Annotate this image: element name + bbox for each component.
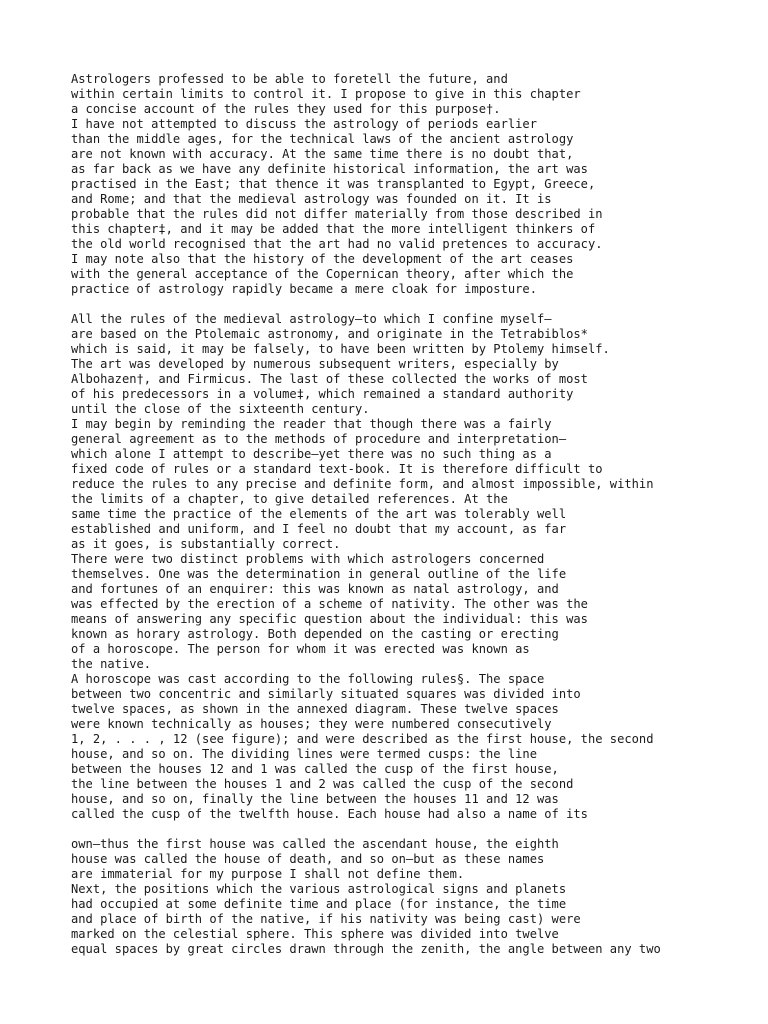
text-line: same time the practice of the elements of the art was tolerably well [71, 507, 567, 521]
text-line: the native. [71, 657, 152, 671]
text-line: had occupied at some definite time and place (for instance, the time [71, 897, 567, 911]
text-line: twelve spaces, as shown in the annexed diagram. These twelve spaces [71, 702, 559, 716]
text-line: within certain limits to control it. I propose to give in this chapter [71, 87, 581, 101]
text-line: and Rome; and that the medieval astrology was founded on it. It is [71, 192, 552, 206]
text-line: are immaterial for my purpose I shall not define them. [71, 867, 465, 881]
text-line: a concise account of the rules they used for this purpose†. [71, 102, 501, 116]
text-line: the line between the houses 1 and 2 was called the cusp of the second [71, 777, 574, 791]
text-line: with the general acceptance of the Copernican theory, after which the [71, 267, 574, 281]
text-line: of a horoscope. The person for whom it was erected was known as [71, 642, 530, 656]
text-line: and place of birth of the native, if his nativity was being cast) were [71, 912, 581, 926]
text-line: practice of astrology rapidly became a mere cloak for imposture. [71, 282, 537, 296]
text-line: I may begin by reminding the reader that though there was a fairly [71, 417, 552, 431]
text-line: house was called the house of death, and so on—but as these names [71, 852, 545, 866]
text-line: practised in the East; that thence it was transplanted to Egypt, Greece, [71, 177, 596, 191]
text-line: marked on the celestial sphere. This sphere was divided into twelve [71, 927, 559, 941]
text-line: probable that the rules did not differ materially from those described in [71, 207, 603, 221]
text-line: this chapter‡, and it may be added that the more intelligent thinkers of [71, 222, 596, 236]
text-line: as far back as we have any definite historical information, the art was [71, 162, 588, 176]
text-line: Next, the positions which the various astrological signs and planets [71, 882, 567, 896]
text-line: as it goes, is substantially correct. [71, 537, 341, 551]
text-line: The art was developed by numerous subsequent writers, especially by [71, 357, 559, 371]
text-line: I may note also that the history of the development of the art ceases [71, 252, 574, 266]
text-line: which alone I attempt to describe—yet there was no such thing as a [71, 447, 552, 461]
text-line: themselves. One was the determination in general outline of the life [71, 567, 567, 581]
paragraph [71, 837, 761, 957]
text-line: means of answering any specific question about the individual: this was [71, 612, 588, 626]
text-line: established and uniform, and I feel no doubt that my account, as far [71, 522, 567, 536]
text-line: A horoscope was cast according to the following rules§. The space [71, 672, 545, 686]
text-line: called the cusp of the twelfth house. Each house had also a name of its [71, 807, 588, 821]
text-line: until the close of the sixteenth century. [71, 402, 370, 416]
text-line: were known technically as houses; they were numbered consecutively [71, 717, 552, 731]
text-line: are not known with accuracy. At the same time there is no doubt that, [71, 147, 574, 161]
text-line: Astrologers professed to be able to foretell the future, and [71, 72, 508, 86]
text-line: reduce the rules to any precise and definite form, and almost impossible, within [71, 477, 654, 491]
text-line: general agreement as to the methods of procedure and interpretation— [71, 432, 567, 446]
text-line: Albohazen†, and Firmicus. The last of these collected the works of most [71, 372, 588, 386]
text-line: equal spaces by great circles drawn through the zenith, the angle between any two [71, 942, 661, 956]
text-line: and fortunes of an enquirer: this was known as natal astrology, and [71, 582, 559, 596]
text-line: known as horary astrology. Both depended on the casting or erecting [71, 627, 559, 641]
text-line: which is said, it may be falsely, to have been written by Ptolemy himself. [71, 342, 610, 356]
paragraph [71, 312, 761, 822]
text-line: between the houses 12 and 1 was called the cusp of the first house, [71, 762, 559, 776]
document-page [71, 72, 761, 957]
text-line: There were two distinct problems with which astrologers concerned [71, 552, 545, 566]
text-line: house, and so on, finally the line between the houses 11 and 12 was [71, 792, 559, 806]
text-line: All the rules of the medieval astrology—to which I confine myself— [71, 312, 552, 326]
paragraph [71, 72, 761, 297]
text-line: than the middle ages, for the technical laws of the ancient astrology [71, 132, 574, 146]
text-line: the old world recognised that the art had no valid pretences to accuracy. [71, 237, 603, 251]
text-line: I have not attempted to discuss the astrology of periods earlier [71, 117, 537, 131]
text-line: of his predecessors in a volume‡, which remained a standard authority [71, 387, 574, 401]
text-line: the limits of a chapter, to give detailed references. At the [71, 492, 508, 506]
text-line: between two concentric and similarly situated squares was divided into [71, 687, 581, 701]
text-line: own—thus the first house was called the ascendant house, the eighth [71, 837, 559, 851]
text-line: fixed code of rules or a standard text-book. It is therefore difficult to [71, 462, 603, 476]
text-line: was effected by the erection of a scheme of nativity. The other was the [71, 597, 588, 611]
text-line: are based on the Ptolemaic astronomy, and originate in the Tetrabiblos* [71, 327, 588, 341]
text-line: house, and so on. The dividing lines were termed cusps: the line [71, 747, 537, 761]
text-line: 1, 2, . . . , 12 (see figure); and were described as the first house, the second [71, 732, 654, 746]
